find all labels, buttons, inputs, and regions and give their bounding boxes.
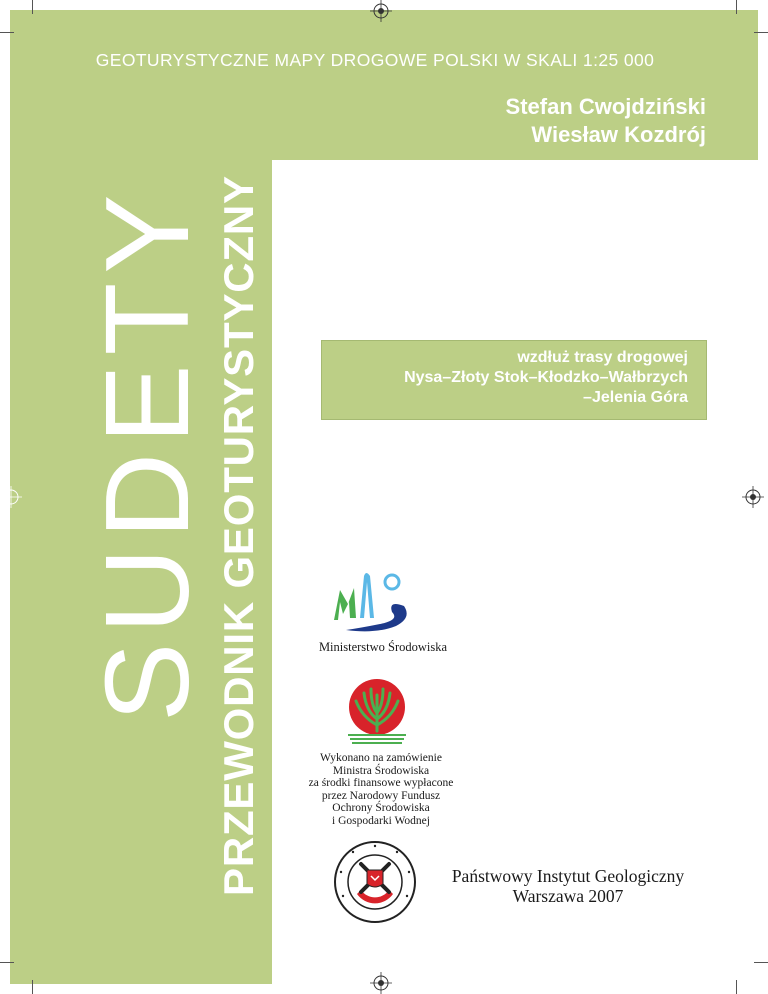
publisher — [430, 866, 706, 906]
funding-line: za środki finansowe wypłacone — [308, 777, 454, 789]
crop-mark — [32, 0, 33, 14]
route-line-2: Nysa–Złoty Stok–Kłodzko–Wałbrzych — [404, 369, 688, 386]
spine-subtitle: PRZEWODNIK GEOTURYSTYCZNY — [215, 175, 262, 896]
crop-mark — [32, 980, 33, 994]
route-line-1: wzdłuż trasy drogowej — [517, 349, 688, 366]
ministry-label: Ministerstwo Środowiska — [318, 640, 448, 654]
series-title: GEOTURYSTYCZNE MAPY DROGOWE POLSKI W SKALI 1:25 000 — [95, 50, 655, 70]
publisher-name: Państwowy Instytut Geologiczny — [451, 866, 685, 886]
funding-note — [290, 752, 472, 827]
registration-mark-icon — [0, 486, 22, 508]
funding-line: przez Narodowy Fundusz — [321, 789, 441, 802]
publisher-place-year: Warszawa 2007 — [512, 886, 624, 906]
funding-line: Wykonano na zamówienie — [320, 752, 442, 764]
route-line-3: –Jelenia Góra — [583, 389, 688, 406]
author-1: Stefan Cwojdziński — [505, 94, 706, 119]
registration-mark-icon — [370, 972, 392, 994]
funding-line: i Gospodarki Wodnej — [332, 814, 430, 827]
crop-mark — [0, 962, 14, 963]
crop-mark — [754, 32, 768, 33]
route-box — [321, 340, 707, 420]
pig-seal-logo-icon — [333, 840, 417, 924]
nfosigw-tree-logo-icon — [342, 677, 412, 747]
spine-title: SUDETY — [81, 185, 214, 722]
ministry-environment-logo-icon — [330, 568, 420, 638]
crop-mark — [736, 980, 737, 994]
crop-mark — [754, 962, 768, 963]
crop-mark — [0, 32, 14, 33]
funding-line: Ochrony Środowiska — [332, 802, 430, 814]
funding-line: Ministra Środowiska — [332, 764, 430, 777]
registration-mark-icon — [370, 0, 392, 22]
author-2: Wiesław Kozdrój — [531, 122, 706, 147]
crop-mark — [736, 0, 737, 14]
registration-mark-icon — [742, 486, 764, 508]
authors — [506, 93, 706, 149]
